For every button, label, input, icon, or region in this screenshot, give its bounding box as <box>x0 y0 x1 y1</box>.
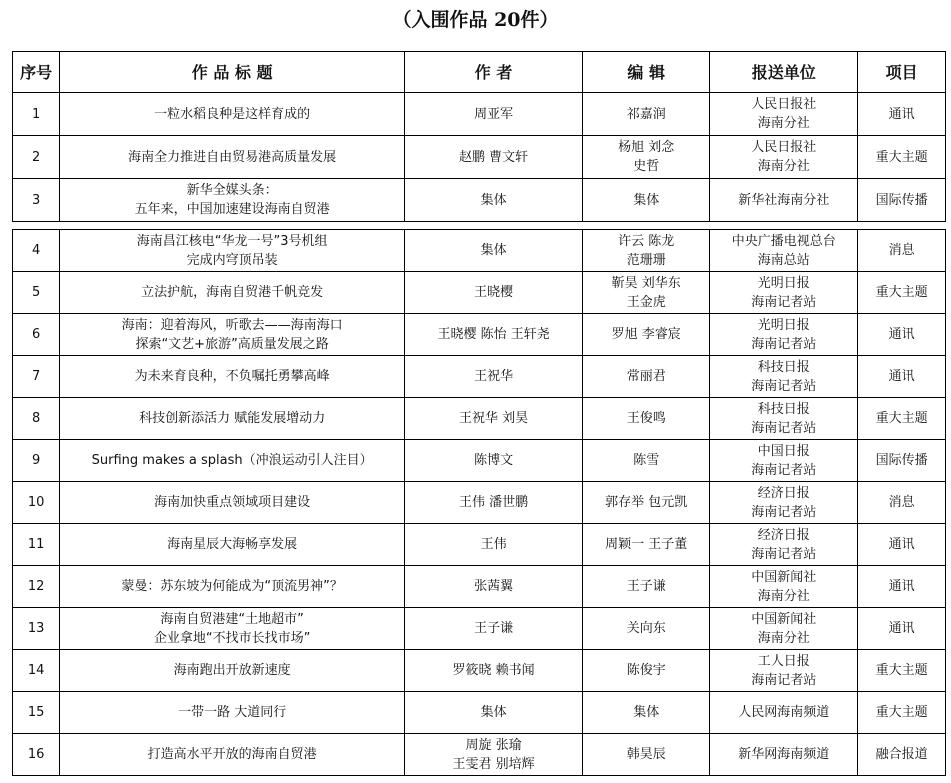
cell-number: 5 <box>13 272 60 314</box>
cell-title: 一粒水稻良种是这样育成的 <box>60 93 405 136</box>
cell-unit: 经济日报 海南记者站 <box>710 482 858 524</box>
table-row <box>13 356 946 398</box>
cell-title: 为未来育良种，不负嘱托勇攀高峰 <box>60 356 405 398</box>
cell-title: 海南跑出开放新速度 <box>60 650 405 692</box>
table-row <box>13 650 946 692</box>
cell-editor: 王俊鸣 <box>583 398 710 440</box>
cell-title: 海南自贸港建“土地超市” 企业拿地“不找市长找市场” <box>60 608 405 650</box>
cell-category: 国际传播 <box>858 179 946 222</box>
table-row <box>13 314 946 356</box>
awards-table-top <box>12 51 946 222</box>
cell-author: 赵鹏 曹文轩 <box>404 136 582 179</box>
cell-author: 张茜翼 <box>404 566 582 608</box>
table-row <box>13 272 946 314</box>
cell-number: 3 <box>13 179 60 222</box>
header-author: 作 者 <box>404 52 582 93</box>
cell-editor: 陈雪 <box>583 440 710 482</box>
cell-unit: 中央广播电视总台 海南总站 <box>710 230 858 272</box>
cell-author: 王晓樱 陈怡 王轩尧 <box>404 314 582 356</box>
cell-editor: 靳昊 刘华东 王金虎 <box>583 272 710 314</box>
cell-editor: 周颖一 王子董 <box>583 524 710 566</box>
cell-category: 重大主题 <box>858 650 946 692</box>
cell-title: 一带一路 大道同行 <box>60 692 405 734</box>
cell-category: 国际传播 <box>858 440 946 482</box>
cell-title: 打造高水平开放的海南自贸港 <box>60 734 405 776</box>
cell-category: 通讯 <box>858 314 946 356</box>
cell-editor: 郭存举 包元凯 <box>583 482 710 524</box>
cell-title: 海南加快重点领域项目建设 <box>60 482 405 524</box>
header-unit: 报送单位 <box>710 52 858 93</box>
cell-unit: 科技日报 海南记者站 <box>710 356 858 398</box>
awards-table-bottom <box>12 229 946 776</box>
cell-title: 立法护航，海南自贸港千帆竞发 <box>60 272 405 314</box>
cell-author: 集体 <box>404 230 582 272</box>
cell-unit: 新华网海南频道 <box>710 734 858 776</box>
table-row <box>13 734 946 776</box>
cell-number: 11 <box>13 524 60 566</box>
cell-unit: 经济日报 海南记者站 <box>710 524 858 566</box>
cell-number: 9 <box>13 440 60 482</box>
cell-unit: 工人日报 海南记者站 <box>710 650 858 692</box>
cell-title: 海南全力推进自由贸易港高质量发展 <box>60 136 405 179</box>
cell-author: 周亚军 <box>404 93 582 136</box>
cell-category: 融合报道 <box>858 734 946 776</box>
cell-editor: 关向东 <box>583 608 710 650</box>
table-row <box>13 136 946 179</box>
cell-author: 周旋 张瑜 王雯君 别培辉 <box>404 734 582 776</box>
cell-number: 16 <box>13 734 60 776</box>
cell-editor: 许云 陈龙 范珊珊 <box>583 230 710 272</box>
cell-unit: 中国新闻社 海南分社 <box>710 608 858 650</box>
table-row <box>13 608 946 650</box>
table-row <box>13 230 946 272</box>
cell-editor: 杨旭 刘念 史哲 <box>583 136 710 179</box>
table-row <box>13 93 946 136</box>
cell-author: 罗筱晓 赖书闻 <box>404 650 582 692</box>
header-title: 作 品 标 题 <box>60 52 405 93</box>
cell-number: 13 <box>13 608 60 650</box>
cell-number: 1 <box>13 93 60 136</box>
cell-title: 海南星辰大海畅享发展 <box>60 524 405 566</box>
cell-title: 海南昌江核电“华龙一号”3号机组 完成内穹顶吊装 <box>60 230 405 272</box>
cell-category: 重大主题 <box>858 692 946 734</box>
cell-editor: 罗旭 李睿宸 <box>583 314 710 356</box>
cell-category: 通讯 <box>858 93 946 136</box>
cell-category: 通讯 <box>858 356 946 398</box>
cell-unit: 人民日报社 海南分社 <box>710 136 858 179</box>
cell-category: 重大主题 <box>858 136 946 179</box>
cell-title: 科技创新添活力 赋能发展增动力 <box>60 398 405 440</box>
cell-editor: 常丽君 <box>583 356 710 398</box>
cell-editor: 韩昊辰 <box>583 734 710 776</box>
header-category: 项目 <box>858 52 946 93</box>
cell-author: 王子谦 <box>404 608 582 650</box>
cell-unit: 人民网海南频道 <box>710 692 858 734</box>
header-editor: 编 辑 <box>583 52 710 93</box>
cell-title: 海南：迎着海风，听歌去——海南海口 探索“文艺+旅游”高质量发展之路 <box>60 314 405 356</box>
cell-category: 通讯 <box>858 608 946 650</box>
cell-unit: 科技日报 海南记者站 <box>710 398 858 440</box>
cell-editor: 集体 <box>583 692 710 734</box>
cell-editor: 陈俊宇 <box>583 650 710 692</box>
cell-title: Surfing makes a splash（冲浪运动引人注目） <box>60 440 405 482</box>
cell-author: 集体 <box>404 692 582 734</box>
table-row <box>13 524 946 566</box>
cell-author: 王祝华 刘昊 <box>404 398 582 440</box>
table-row <box>13 566 946 608</box>
cell-number: 15 <box>13 692 60 734</box>
cell-unit: 光明日报 海南记者站 <box>710 314 858 356</box>
cell-title: 蒙曼：苏东坡为何能成为“顶流男神”？ <box>60 566 405 608</box>
cell-editor: 祁嘉润 <box>583 93 710 136</box>
cell-unit: 光明日报 海南记者站 <box>710 272 858 314</box>
cell-unit: 人民日报社 海南分社 <box>710 93 858 136</box>
cell-number: 4 <box>13 230 60 272</box>
cell-number: 7 <box>13 356 60 398</box>
table-row <box>13 692 946 734</box>
cell-category: 通讯 <box>858 566 946 608</box>
table-header-row <box>13 52 946 93</box>
cell-category: 通讯 <box>858 524 946 566</box>
cell-author: 集体 <box>404 179 582 222</box>
cell-author: 王伟 潘世鹏 <box>404 482 582 524</box>
table-row <box>13 179 946 222</box>
cell-author: 王祝华 <box>404 356 582 398</box>
header-number: 序号 <box>13 52 60 93</box>
cell-title: 新华全媒头条： 五年来，中国加速建设海南自贸港 <box>60 179 405 222</box>
cell-number: 6 <box>13 314 60 356</box>
cell-number: 2 <box>13 136 60 179</box>
cell-number: 12 <box>13 566 60 608</box>
cell-number: 10 <box>13 482 60 524</box>
cell-unit: 新华社海南分社 <box>710 179 858 222</box>
cell-author: 王伟 <box>404 524 582 566</box>
cell-number: 8 <box>13 398 60 440</box>
document-caption: （入围作品 20件） <box>392 9 559 31</box>
cell-category: 重大主题 <box>858 272 946 314</box>
cell-author: 陈博文 <box>404 440 582 482</box>
cell-author: 王晓樱 <box>404 272 582 314</box>
table-row <box>13 398 946 440</box>
cell-editor: 王子谦 <box>583 566 710 608</box>
cell-unit: 中国日报 海南记者站 <box>710 440 858 482</box>
cell-category: 消息 <box>858 482 946 524</box>
cell-category: 重大主题 <box>858 398 946 440</box>
cell-number: 14 <box>13 650 60 692</box>
cell-category: 消息 <box>858 230 946 272</box>
table-row <box>13 482 946 524</box>
cell-unit: 中国新闻社 海南分社 <box>710 566 858 608</box>
table-row <box>13 440 946 482</box>
cell-editor: 集体 <box>583 179 710 222</box>
